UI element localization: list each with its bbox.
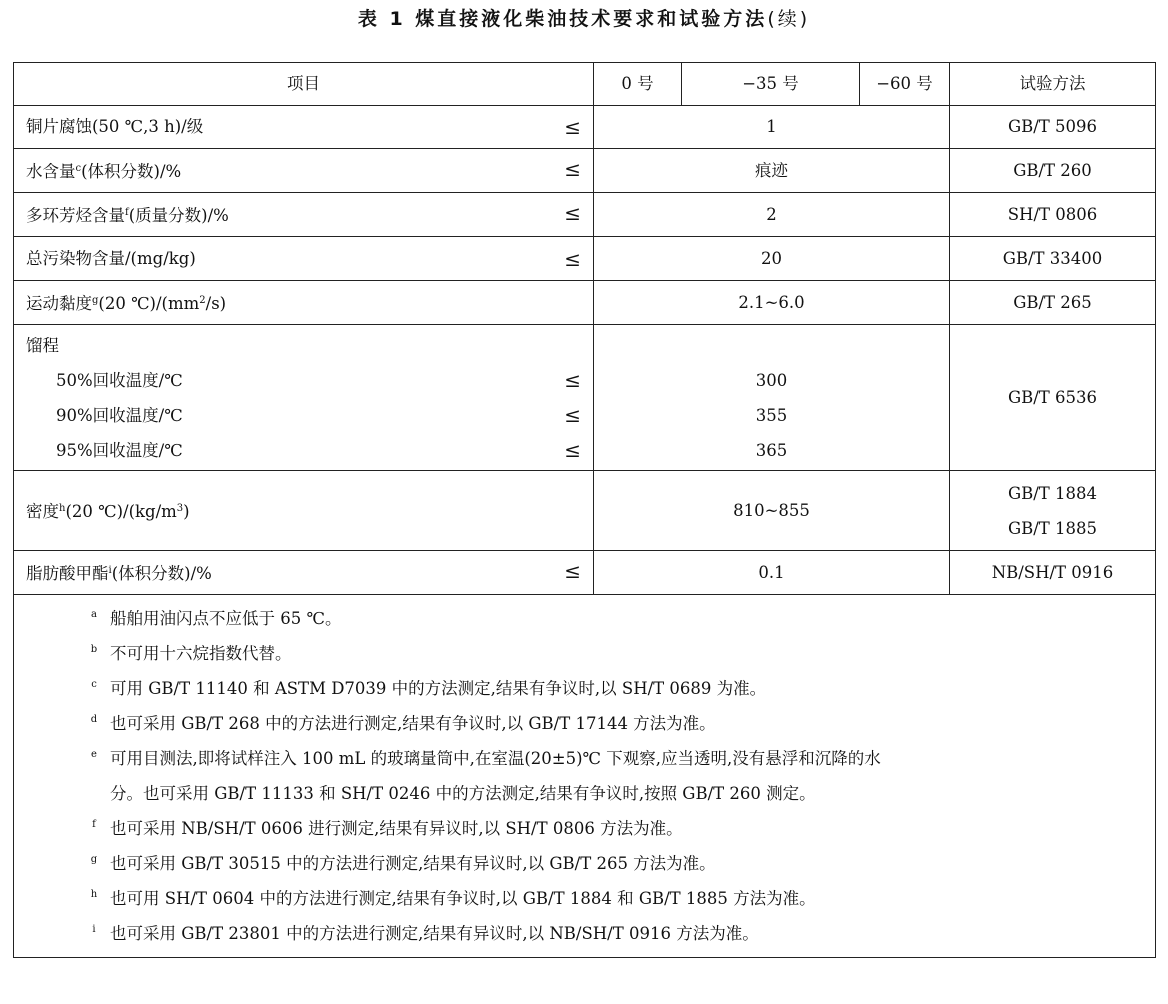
water-method: GB/T 260 — [950, 149, 1156, 193]
footnote-continuation — [14, 776, 1155, 811]
table-header-row — [14, 63, 1156, 106]
footnote — [14, 671, 1155, 706]
table-row — [14, 237, 1156, 281]
pah-label: 多环芳烃含量 — [26, 206, 125, 225]
table-row — [14, 325, 1156, 471]
distillation-item — [26, 433, 593, 468]
table-title-main: 表 1 煤直接液化柴油技术要求和试验方法 — [357, 8, 768, 30]
distillation-item — [26, 363, 593, 398]
footnote-mark: h — [90, 889, 98, 900]
row-label — [14, 551, 594, 595]
header-grade-0: 0 号 — [594, 63, 682, 106]
row-label — [14, 281, 594, 325]
density-label-unit: (20 ℃)/(kg/m — [65, 502, 177, 521]
contam-label: 总污染物含量/(mg/kg) — [26, 248, 196, 268]
viscosity-label-unit-end: /s) — [205, 294, 227, 313]
viscosity-label-unit: (20 ℃)/(mm — [98, 294, 200, 313]
viscosity-label: 运动黏度 — [26, 294, 92, 313]
table-row — [14, 551, 1156, 595]
fame-method: NB/SH/T 0916 — [950, 551, 1156, 595]
footnote-mark: g — [90, 854, 98, 865]
footnote-text: 分。也可采用 GB/T 11133 和 SH/T 0246 中的方法测定,结果有争议时,按照 GB/T 260 测定。 — [110, 784, 816, 803]
distillation-value: 355 — [755, 406, 788, 425]
footnote — [14, 601, 1155, 636]
table-row — [14, 471, 1156, 551]
footnote-mark: f — [92, 819, 96, 830]
table-row — [14, 281, 1156, 325]
table-row — [14, 149, 1156, 193]
footnote-text: 不可用十六烷指数代替。 — [110, 644, 292, 663]
footnote — [14, 706, 1155, 741]
distillation-item-label: 90%回收温度/℃ — [56, 406, 183, 425]
distillation-method: GB/T 6536 — [950, 325, 1156, 471]
footnote-mark: b — [90, 644, 98, 655]
contam-value: 20 — [594, 237, 950, 281]
density-method — [950, 471, 1156, 551]
table-row — [14, 106, 1156, 149]
table-title — [0, 6, 1168, 32]
footnote-mark: a — [91, 609, 97, 620]
footnote-text: 也可采用 GB/T 30515 中的方法进行测定,结果有异议时,以 GB/T 265 方法为准。 — [110, 854, 716, 873]
leq-symbol: ≤ — [564, 559, 581, 583]
footnotes-row — [14, 595, 1156, 958]
footnote-text: 也可用 SH/T 0604 中的方法进行测定,结果有争议时,以 GB/T 1884 和 GB/T 1885 方法为准。 — [110, 889, 816, 908]
leq-symbol: ≤ — [564, 157, 581, 181]
superscript-3: 3 — [176, 503, 184, 514]
row-label — [14, 237, 594, 281]
pah-value: 2 — [594, 193, 950, 237]
distillation-item-label: 95%回收温度/℃ — [56, 441, 183, 460]
distillation-item-label: 50%回收温度/℃ — [56, 371, 183, 390]
footnote-mark: f — [125, 207, 129, 218]
pah-method: SH/T 0806 — [950, 193, 1156, 237]
footnote-text: 也可采用 NB/SH/T 0606 进行测定,结果有异议时,以 SH/T 0806 方法为准。 — [110, 819, 683, 838]
pah-label-unit: (质量分数)/% — [128, 206, 229, 225]
footnote — [14, 741, 1155, 776]
row-label — [14, 193, 594, 237]
viscosity-value: 2.1~6.0 — [594, 281, 950, 325]
contam-method: GB/T 33400 — [950, 237, 1156, 281]
fame-value: 0.1 — [594, 551, 950, 595]
footnote-mark: c — [75, 163, 82, 174]
footnote-text: 也可采用 GB/T 268 中的方法进行测定,结果有争议时,以 GB/T 17144 方法为准。 — [110, 714, 716, 733]
row-label — [14, 106, 594, 149]
row-label — [14, 149, 594, 193]
leq-symbol: ≤ — [564, 115, 581, 139]
footnotes — [14, 595, 1156, 958]
footnote-text: 船舶用油闪点不应低于 65 ℃。 — [110, 609, 342, 628]
footnote-text: 也可采用 GB/T 23801 中的方法进行测定,结果有异议时,以 NB/SH/T 0916 方法为准。 — [110, 924, 759, 943]
distillation-values — [594, 325, 950, 471]
fame-label-unit: (体积分数)/% — [111, 564, 212, 583]
copper-method: GB/T 5096 — [950, 106, 1156, 149]
footnote-mark: h — [59, 503, 66, 514]
footnote — [14, 916, 1155, 951]
water-label-unit: (体积分数)/% — [81, 162, 182, 181]
footnote — [14, 636, 1155, 671]
footnote-text: 可用 GB/T 11140 和 ASTM D7039 中的方法测定,结果有争议时,以 SH/T 0689 为准。 — [110, 679, 767, 698]
header-method: 试验方法 — [950, 63, 1156, 106]
leq-symbol: ≤ — [564, 403, 581, 427]
leq-symbol: ≤ — [564, 438, 581, 462]
footnote-mark: c — [91, 679, 97, 690]
density-label-unit-end: ) — [183, 502, 190, 521]
spacer — [594, 327, 949, 363]
row-label — [14, 471, 594, 551]
superscript-2: 2 — [199, 295, 206, 306]
table-title-suffix: (续) — [767, 8, 811, 30]
header-grade-minus35: −35 号 — [682, 63, 860, 106]
density-value: 810~855 — [594, 471, 950, 551]
copper-label: 铜片腐蚀(50 ℃,3 h)/级 — [26, 117, 204, 136]
distillation-label-cell — [14, 325, 594, 471]
water-value: 痕迹 — [594, 149, 950, 193]
footnote-mark: d — [90, 714, 98, 725]
distillation-value: 365 — [755, 441, 788, 460]
spec-table — [13, 62, 1156, 958]
water-label: 水含量 — [26, 162, 76, 181]
header-item: 项目 — [14, 63, 594, 106]
footnote-mark: g — [92, 295, 99, 306]
copper-value: 1 — [594, 106, 950, 149]
footnote — [14, 811, 1155, 846]
fame-label: 脂肪酸甲酯 — [26, 564, 109, 583]
distillation-item — [26, 398, 593, 433]
density-label: 密度 — [26, 502, 59, 521]
footnote-mark: e — [91, 749, 97, 760]
table-row — [14, 193, 1156, 237]
leq-symbol: ≤ — [564, 201, 581, 225]
density-method-b: GB/T 1885 — [1007, 518, 1098, 538]
header-grade-minus60: −60 号 — [860, 63, 950, 106]
footnote-mark: i — [108, 565, 112, 576]
footnote — [14, 881, 1155, 916]
footnote — [14, 846, 1155, 881]
footnote-text: 可用目测法,即将试样注入 100 mL 的玻璃量筒中,在室温(20±5)℃ 下观察,应当透明,没有悬浮和沉降的水 — [110, 749, 881, 768]
density-method-a: GB/T 1884 — [1007, 483, 1098, 503]
footnote-mark: i — [92, 924, 96, 935]
viscosity-method: GB/T 265 — [950, 281, 1156, 325]
distillation-label: 馏程 — [26, 336, 59, 355]
leq-symbol: ≤ — [564, 368, 581, 392]
leq-symbol: ≤ — [564, 246, 581, 271]
distillation-value: 300 — [755, 371, 788, 390]
